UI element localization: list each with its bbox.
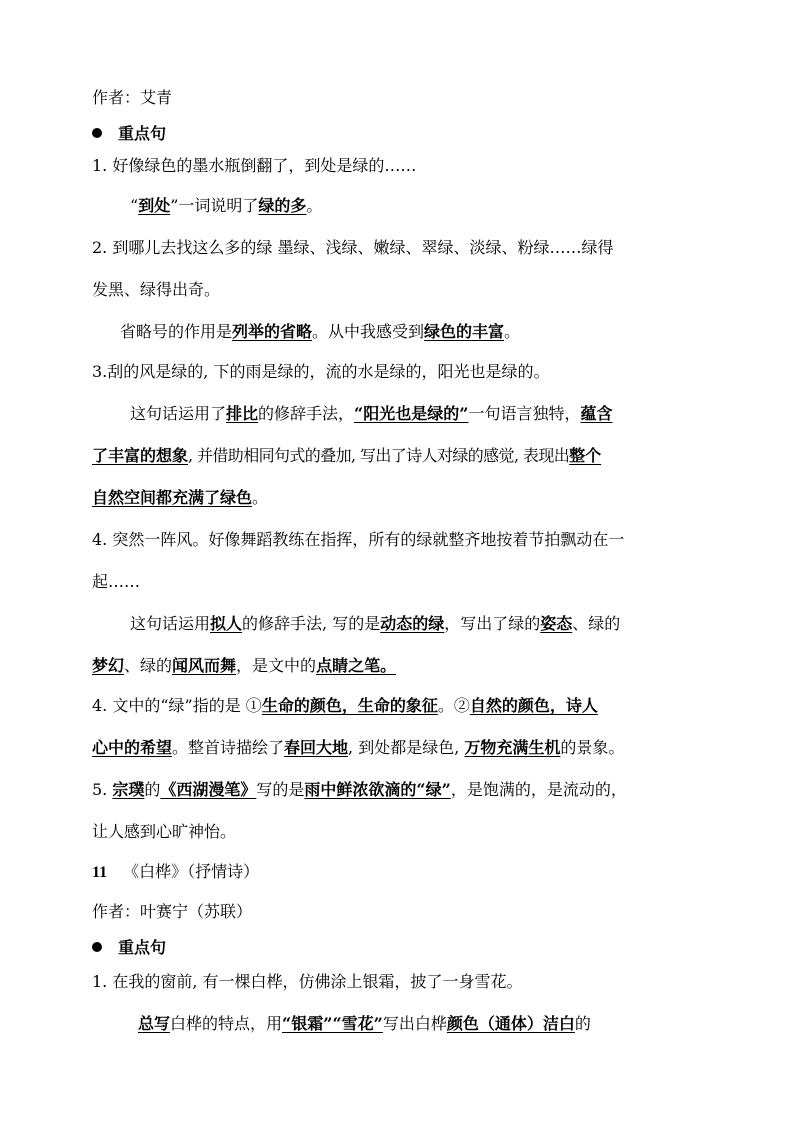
sentence-2-quote-line-1	[92, 238, 613, 258]
answer-text: 梦幻	[92, 656, 125, 675]
sentence-3-analysis-line-1	[130, 404, 613, 424]
lesson-11-author	[92, 902, 252, 922]
quote-text: 起……	[92, 572, 141, 591]
sentence-5-line-1	[92, 780, 627, 800]
answer-text: 闻风而舞	[172, 656, 237, 675]
lesson-number: 11	[92, 864, 108, 881]
answer-text: 拟人	[210, 614, 243, 633]
sentence-4-quote-line-2	[92, 572, 140, 592]
sentence-2-analysis	[120, 322, 520, 342]
answer-text: 总写	[138, 1014, 171, 1033]
sentence-1-analysis	[130, 196, 322, 216]
text: 5.	[92, 780, 113, 799]
answer-text: “银霜”“雪花”	[282, 1014, 383, 1033]
answer-text: 《西湖漫笔》	[160, 780, 257, 799]
answer-text: 自然空间都充满了绿色	[92, 488, 253, 507]
quote-text: 1. 好像绿色的墨水瓶倒翻了，到处是绿的……	[92, 156, 417, 175]
author-text: 作者：叶赛宁（苏联）	[92, 902, 253, 921]
lesson-genre: （抒情诗）	[187, 862, 260, 881]
answer-text: 排比	[226, 404, 259, 423]
answer-text: 颜色（通体）洁白	[446, 1014, 575, 1033]
key-sentences-heading	[92, 124, 166, 144]
quote-text: 2. 到哪儿去找这么多的绿 墨绿、浅绿、嫩绿、翠绿、淡绿、粉绿……绿得	[92, 238, 614, 257]
text: 的	[574, 1014, 591, 1033]
sentence-3-quote	[92, 362, 549, 382]
bullet-icon	[92, 128, 102, 138]
text: 。整首诗描绘了	[172, 738, 285, 757]
lesson-title: 《白桦》	[123, 862, 188, 881]
quote-text: 4. 突然一阵风。好像舞蹈教练在指挥，所有的绿就整齐地按着节拍飘动在一	[92, 530, 625, 549]
text: 。②	[437, 696, 470, 715]
answer-text: 雨中鲜浓欲滴的“绿”	[304, 780, 451, 799]
answer-text: 宗璞	[112, 780, 145, 799]
text: 写出白桦	[382, 1014, 447, 1033]
answer-text: 点睛之笔。	[316, 656, 397, 675]
text: 、绿的	[572, 614, 621, 633]
text: 这句话运用	[130, 614, 211, 633]
text: , 到处都是绿色,	[348, 738, 465, 757]
sentence-4b-line-1	[92, 696, 598, 716]
answer-text: 了丰富的想象	[92, 446, 189, 465]
answer-text: 万物充满生机	[464, 738, 561, 757]
sentence-1-quote	[92, 156, 416, 176]
text: 、绿的	[124, 656, 173, 675]
sentence-3-analysis-line-3	[92, 488, 268, 508]
text: 省略号的作用是	[120, 322, 233, 341]
text: ，是饱满的，是流动的，	[450, 780, 627, 799]
answer-text: 动态的绿	[380, 614, 445, 633]
text: 这句话运用了	[130, 404, 227, 423]
text: 。	[504, 322, 521, 341]
text: 一词说明了	[178, 196, 259, 215]
answer-text: 整个	[569, 446, 602, 465]
text: 。	[252, 488, 269, 507]
answer-text: 心中的希望	[92, 738, 173, 757]
text: 写的是	[256, 780, 305, 799]
heading-text: 重点句	[118, 938, 167, 957]
lesson-11-heading	[92, 862, 259, 883]
answer-text: 绿色的丰富	[424, 322, 505, 341]
text: 让人感到心旷神怡。	[92, 822, 237, 841]
answer-text: “阳光也是绿的”	[354, 404, 469, 423]
lesson-11-sentence-1-analysis	[138, 1014, 591, 1034]
sentence-3-analysis-line-2	[92, 446, 601, 466]
text: ，写出了绿的	[444, 614, 541, 633]
text: 4. 文中的“绿”指的是 ①	[92, 696, 262, 715]
sentence-2-quote-line-2	[92, 280, 220, 300]
text: 的景象。	[560, 738, 625, 757]
text: 一句语言独特，	[468, 404, 581, 423]
text: 。从中我感受到	[312, 322, 425, 341]
sentence-4-quote-line-1	[92, 530, 624, 550]
answer-text: 列举的省略	[232, 322, 313, 341]
lesson-11-sentence-1-quote	[92, 972, 523, 992]
sentence-4-analysis-line-1	[130, 614, 620, 634]
text: 的修辞手法，	[258, 404, 355, 423]
answer-text: 蕴含	[580, 404, 613, 423]
text: 。	[306, 196, 323, 215]
heading-text: 重点句	[118, 124, 167, 143]
text: ”	[170, 196, 179, 215]
quote-text: 3.刮的风是绿的, 下的雨是绿的，流的水是绿的，阳光也是绿的。	[92, 362, 550, 381]
text: 白桦的特点，用	[170, 1014, 283, 1033]
quote-text: 1. 在我的窗前, 有一棵白桦，仿佛涂上银霜，披了一身雪花。	[92, 972, 523, 991]
author-line	[92, 88, 172, 108]
bullet-icon	[92, 942, 102, 952]
answer-text: 春回大地	[284, 738, 349, 757]
lesson-11-key-heading	[92, 938, 166, 958]
sentence-5-line-2	[92, 822, 236, 842]
answer-text: 姿态	[540, 614, 573, 633]
text: ，是文中的	[236, 656, 317, 675]
author-text: 作者：艾青	[92, 88, 173, 107]
answer-text: 自然的颜色，诗人	[469, 696, 598, 715]
text: , 并借助相同句式的叠加, 写出了诗人对绿的感觉, 表现出	[188, 446, 570, 465]
answer-text: 绿的多	[258, 196, 307, 215]
sentence-4-analysis-line-2	[92, 656, 396, 676]
answer-text: 生命的颜色，生命的象征	[261, 696, 438, 715]
sentence-4b-line-2	[92, 738, 624, 758]
text: 的	[144, 780, 161, 799]
quote-text: 发黑、绿得出奇。	[92, 280, 221, 299]
text: 的修辞手法, 写的是	[242, 614, 381, 633]
keyword: 到处	[138, 196, 171, 215]
text: “	[130, 196, 139, 215]
